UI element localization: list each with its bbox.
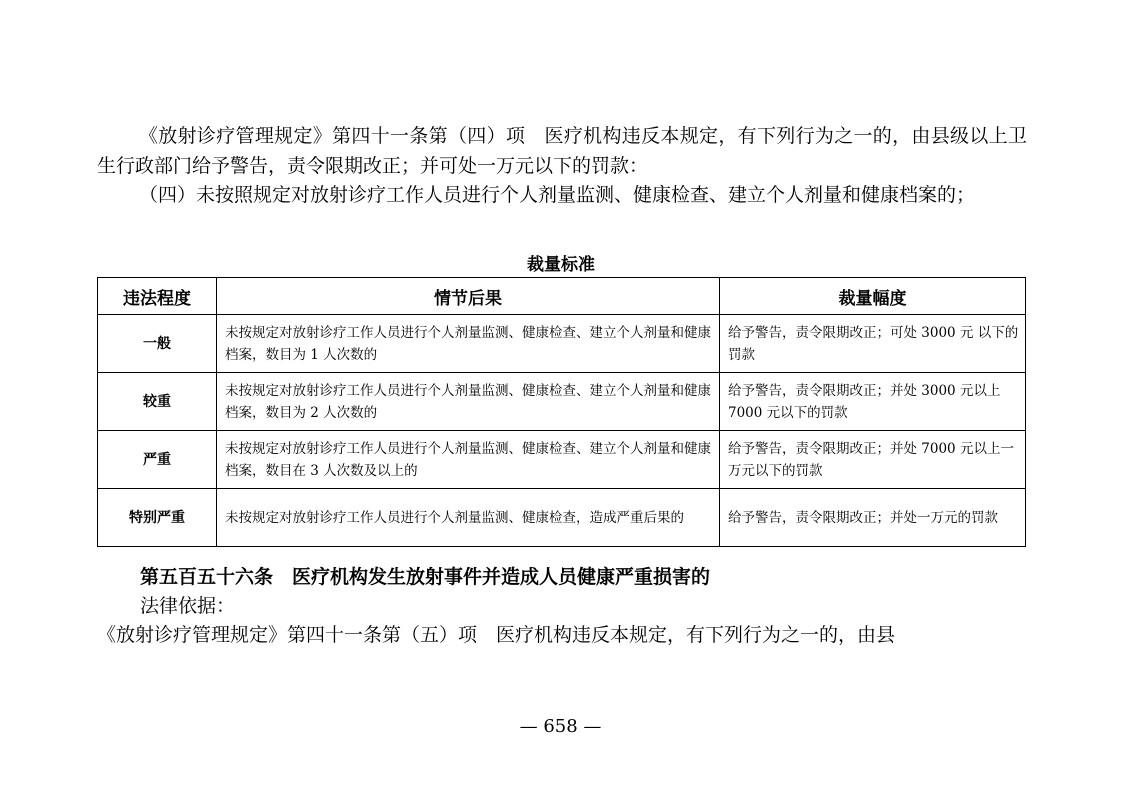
penalty-cell: 给予警告，责令限期改正；可处 3000 元 以下的罚款 [720, 315, 1026, 373]
penalty-cell: 给予警告，责令限期改正；并处 7000 元以上一万元以下的罚款 [720, 431, 1026, 489]
table-row [98, 431, 1026, 489]
table-row [98, 489, 1026, 547]
level-cell: 一般 [98, 315, 217, 373]
paragraph-legal-basis-next: 《放射诊疗管理规定》第四十一条第（五）项 医疗机构违反本规定，有下列行为之一的，由县 [97, 624, 896, 646]
level-cell: 特别严重 [98, 489, 217, 547]
page-number: — 658 — [519, 716, 602, 737]
circumstance-cell: 未按规定对放射诊疗工作人员进行个人剂量监测、健康检查、建立个人剂量和健康档案，数目在 3 人次数及以上的 [217, 431, 720, 489]
header-circumstance: 情节后果 [217, 278, 720, 315]
discretion-standard-table [97, 277, 1026, 547]
penalty-cell: 给予警告，责令限期改正；并处 3000 元以上 7000 元以下的罚款 [720, 373, 1026, 431]
table-caption: 裁量标准 [527, 255, 595, 275]
table-row [98, 373, 1026, 431]
header-penalty-range: 裁量幅度 [720, 278, 1026, 315]
paragraph-item-four: （四）未按照规定对放射诊疗工作人员进行个人剂量监测、健康检查、建立个人剂量和健康档案的； [139, 184, 976, 206]
legal-basis-label: 法律依据： [140, 595, 236, 617]
circumstance-cell: 未按规定对放射诊疗工作人员进行个人剂量监测、健康检查、建立个人剂量和健康档案，数目为 1 人次数的 [217, 315, 720, 373]
article-heading: 第五百五十六条 医疗机构发生放射事件并造成人员健康严重损害的 [140, 566, 711, 588]
paragraph-legal-basis: 《放射诊疗管理规定》第四十一条第（四）项 医疗机构违反本规定，有下列行为之一的，由县级以上卫生行政部门给予警告，责令限期改正；并可处一万元以下的罚款： [97, 125, 1027, 177]
circumstance-cell: 未按规定对放射诊疗工作人员进行个人剂量监测、健康检查、建立个人剂量和健康档案，数目为 2 人次数的 [217, 373, 720, 431]
level-cell: 严重 [98, 431, 217, 489]
penalty-cell: 给予警告，责令限期改正；并处一万元的罚款 [720, 489, 1026, 547]
header-violation-level: 违法程度 [98, 278, 217, 315]
table-header-row [98, 278, 1026, 315]
circumstance-cell: 未按规定对放射诊疗工作人员进行个人剂量监测、健康检查，造成严重后果的 [217, 489, 720, 547]
table-row [98, 315, 1026, 373]
level-cell: 较重 [98, 373, 217, 431]
